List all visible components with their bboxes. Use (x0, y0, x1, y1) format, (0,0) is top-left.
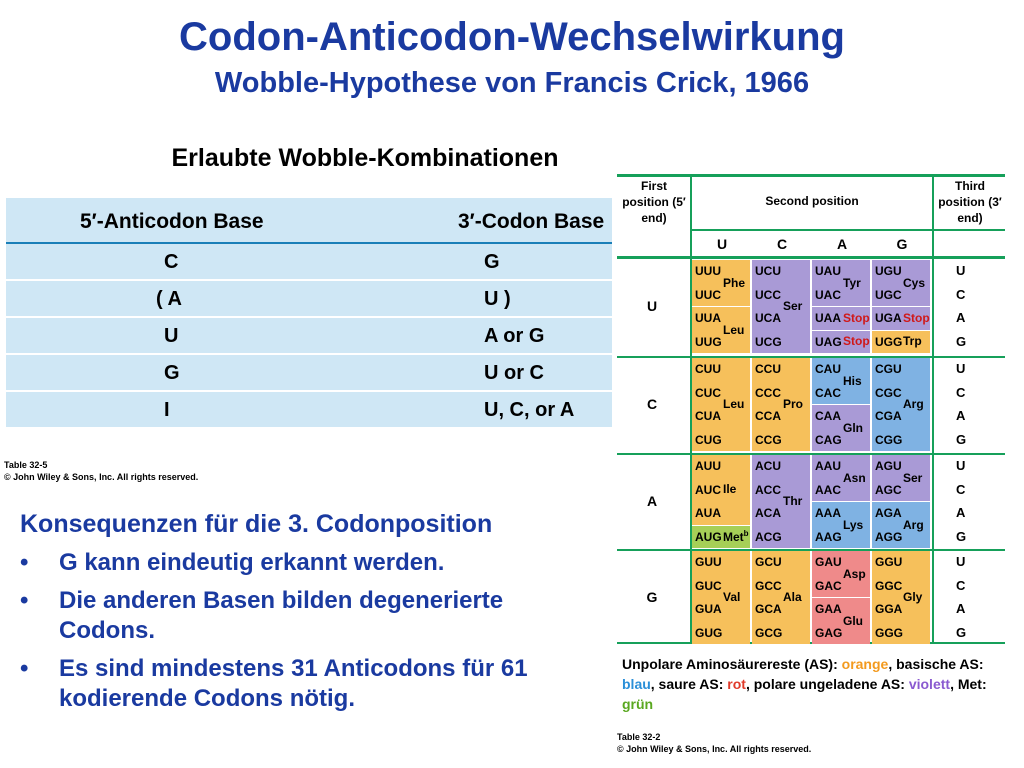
codon: CCG (755, 432, 782, 447)
third-base-a: A (956, 408, 966, 423)
codon: CUU (695, 362, 721, 376)
first-base-a: A (646, 493, 658, 509)
amino-acid-label: Asp (843, 566, 866, 581)
codon: UAA (815, 311, 841, 325)
third-base-c: C (956, 481, 966, 497)
third-base-a: A (956, 505, 966, 520)
codon: CGA (875, 409, 902, 423)
bullet-text: Es sind mindestens 31 Anticodons für 61 kodierende Codons nötig. (59, 655, 528, 712)
block-divider (617, 356, 1005, 358)
codon: CCU (755, 362, 781, 376)
codon: AGG (875, 529, 903, 544)
codon-base: A or G (484, 325, 545, 347)
amino-acid-label: Ala (783, 590, 802, 604)
anticodon-base: I (164, 399, 170, 421)
table-top-rule (617, 174, 1005, 177)
codon: UGA (875, 311, 902, 325)
codon: AUC (695, 482, 721, 497)
legend-gruen: grün (622, 696, 654, 712)
anticodon-base: G (164, 362, 180, 384)
codon: UCG (755, 334, 782, 349)
amino-acid-label: Phe (723, 275, 746, 290)
codon: GUA (695, 602, 722, 616)
bullet-item (20, 548, 550, 578)
codon: GGU (875, 555, 903, 569)
amino-acid-label: Tyr (843, 275, 861, 290)
codon: CAU (815, 362, 841, 376)
page-title: Codon-Anticodon-Wechselwirkung (179, 15, 845, 59)
codon: UCA (755, 311, 781, 325)
codon: CCC (755, 385, 781, 400)
consequences-heading: Konsequenzen für die 3. Codonposition (20, 510, 493, 538)
codon: UAU (815, 264, 841, 278)
codon: AAG (815, 529, 842, 544)
anticodon-base: C (164, 251, 179, 273)
codon: GCG (755, 625, 783, 640)
wobble-row (6, 318, 612, 355)
codon: GGC (875, 578, 903, 593)
codon: GGG (875, 625, 904, 640)
codon: CGU (875, 362, 902, 376)
codon: UGU (875, 264, 902, 278)
second-base-c: C (776, 236, 788, 252)
third-base-g: G (956, 431, 967, 447)
second-position-header: Second position (765, 194, 859, 208)
amino-acid-label: Ser (783, 299, 803, 313)
codon: GCC (755, 578, 782, 593)
first-base-u: U (646, 298, 658, 314)
codon: AGC (875, 482, 902, 497)
header-rule (692, 229, 1005, 231)
amino-acid-label: Glu (843, 613, 863, 628)
codon: UUU (695, 264, 721, 278)
codon: ACU (755, 459, 781, 473)
codon: CAC (815, 385, 841, 400)
codon: GAC (815, 578, 842, 593)
second-base-u: U (716, 236, 728, 252)
legend-orange: orange (841, 656, 889, 672)
codon: CAA (815, 409, 841, 423)
bullet-item (20, 654, 580, 714)
codon: UAC (815, 287, 841, 302)
first-position-header: First position (5′ end) (622, 179, 686, 225)
codon-base: U ) (484, 288, 511, 310)
codon: ACG (755, 529, 782, 544)
second-base-a: A (836, 236, 848, 252)
anticodon-column-header: 5′-Anticodon Base (80, 210, 264, 233)
third-position-header: Third position (3′ end) (938, 179, 1002, 225)
codon: CCA (755, 409, 781, 423)
block-divider (617, 549, 1005, 551)
codon: CGC (875, 385, 902, 400)
codon-base: U, C, or A (484, 399, 575, 421)
amino-acid-label: Met$^b$ (723, 529, 749, 545)
third-base-g: G (956, 624, 967, 640)
codon: GAA (815, 602, 842, 616)
codon: GUU (695, 555, 722, 569)
codon: UCC (755, 287, 781, 302)
block-divider (617, 453, 1005, 455)
codon: CUG (695, 432, 722, 447)
amino-acid-label: Trp (903, 334, 922, 349)
codon: UUA (695, 311, 721, 325)
wobble-heading: Erlaubte Wobble-Kombinationen (171, 144, 559, 172)
codon: GAG (815, 625, 843, 640)
amino-acid-label: Arg (903, 397, 924, 411)
amino-acid-label: Leu (723, 322, 745, 337)
anticodon-base: ( A (156, 288, 182, 310)
third-base-u: U (956, 554, 966, 569)
amino-acid-label: Gln (843, 420, 863, 435)
third-base-g: G (956, 528, 967, 544)
first-base-g: G (646, 589, 658, 605)
legend-rot: rot (727, 676, 746, 692)
table-reference: Table 32-2 (617, 732, 661, 742)
legend-blau: blau (622, 676, 651, 692)
codon: UGC (875, 287, 902, 302)
bullet-item (20, 586, 605, 646)
codon: CAG (815, 432, 842, 447)
codon: GUG (695, 625, 723, 640)
codon: UUC (695, 287, 721, 302)
wobble-row (6, 355, 612, 392)
codon: UGG (875, 334, 903, 349)
codon: GUC (695, 578, 722, 593)
bullet-text: Die anderen Basen bilden degenerierte Codons. (59, 587, 504, 644)
third-base-c: C (956, 577, 966, 593)
second-base-g: G (896, 236, 908, 252)
third-col-divider (932, 174, 934, 644)
amino-acid-label: Stop (903, 310, 930, 325)
legend-text: Unpolare Aminosäurereste (AS): (622, 656, 842, 672)
codon-base: G (484, 251, 500, 273)
table-reference: Table 32-5 (4, 460, 48, 470)
wobble-table (6, 198, 612, 429)
amino-acid-label: Ser (903, 470, 923, 485)
codon-table (617, 170, 1007, 646)
copyright-notice: © John Wiley & Sons, Inc. All rights reserved. (4, 472, 199, 482)
third-base-u: U (956, 361, 966, 376)
footnote-mark: b (743, 529, 749, 539)
codon: GAU (815, 555, 842, 569)
legend-text: : (981, 676, 987, 692)
legend-text: , Met (950, 676, 982, 692)
legend-text: , polare ungeladene AS: (745, 676, 909, 692)
codon: ACC (755, 482, 781, 497)
amino-acid-label: Stop (843, 334, 870, 349)
legend-violett: violett (908, 676, 951, 692)
codon: UUG (695, 334, 722, 349)
amino-acid-label: Lys (843, 517, 864, 532)
codon: GCU (755, 555, 782, 569)
amino-acid-label: Ile (723, 482, 737, 497)
codon: AUU (695, 459, 721, 473)
third-base-c: C (956, 384, 966, 400)
codon: AAU (815, 459, 841, 473)
codon: AGA (875, 506, 902, 520)
codon: CUA (695, 409, 721, 423)
table-bottom-rule (617, 642, 1005, 644)
codon: UAG (815, 334, 842, 349)
codon: AAC (815, 482, 841, 497)
amino-acid-label: Thr (783, 494, 803, 508)
wobble-table-credit (4, 459, 198, 483)
bullet-symbol: • (20, 549, 29, 576)
page-subtitle: Wobble-Hypothese von Francis Crick, 1966 (214, 67, 810, 99)
second-header-rule (617, 256, 1005, 259)
codon: AUA (695, 506, 721, 520)
codon: AGU (875, 459, 902, 473)
first-base-c: C (646, 396, 658, 412)
codon: GCA (755, 602, 782, 616)
amino-acid-label: Arg (903, 517, 924, 532)
amino-acid-label: Val (723, 590, 741, 604)
legend-text: , basische AS: (888, 656, 984, 672)
amino-acid-label: Cys (903, 275, 926, 290)
third-base-g: G (956, 333, 967, 349)
consequences-section (20, 508, 610, 714)
third-base-a: A (956, 601, 966, 616)
amino-acid-label: Leu (723, 397, 745, 411)
amino-acid-label: His (843, 373, 862, 388)
amino-acid-label: Stop (843, 310, 870, 325)
bullet-symbol: • (20, 587, 29, 614)
amino-acid-label: Pro (783, 397, 804, 411)
third-base-u: U (956, 263, 966, 278)
codon: UCU (755, 264, 781, 278)
codon: AAA (815, 506, 841, 520)
legend-text: , saure AS: (650, 676, 728, 692)
bullet-text: G kann eindeutig erkannt werden. (59, 549, 445, 576)
codon: ACA (755, 506, 781, 520)
wobble-row (6, 244, 612, 281)
wobble-row (6, 392, 612, 429)
amino-acid-label: Asn (843, 470, 866, 485)
codon: CGG (875, 432, 903, 447)
codon-column-header: 3′-Codon Base (458, 210, 605, 233)
codon-base: U or C (484, 362, 544, 384)
third-base-a: A (956, 310, 966, 325)
codon: AUG (695, 529, 722, 544)
copyright-notice: © John Wiley & Sons, Inc. All rights reserved. (617, 744, 812, 754)
anticodon-base: U (164, 325, 179, 347)
codon-table-credit (617, 731, 811, 755)
wobble-table-header (6, 198, 612, 244)
amino-acid-label: Gly (903, 590, 923, 604)
codon: CUC (695, 385, 721, 400)
color-legend (622, 654, 1012, 714)
bullet-symbol: • (20, 655, 29, 682)
third-base-u: U (956, 458, 966, 473)
third-base-c: C (956, 286, 966, 302)
wobble-row (6, 281, 612, 318)
codon: GGA (875, 602, 903, 616)
